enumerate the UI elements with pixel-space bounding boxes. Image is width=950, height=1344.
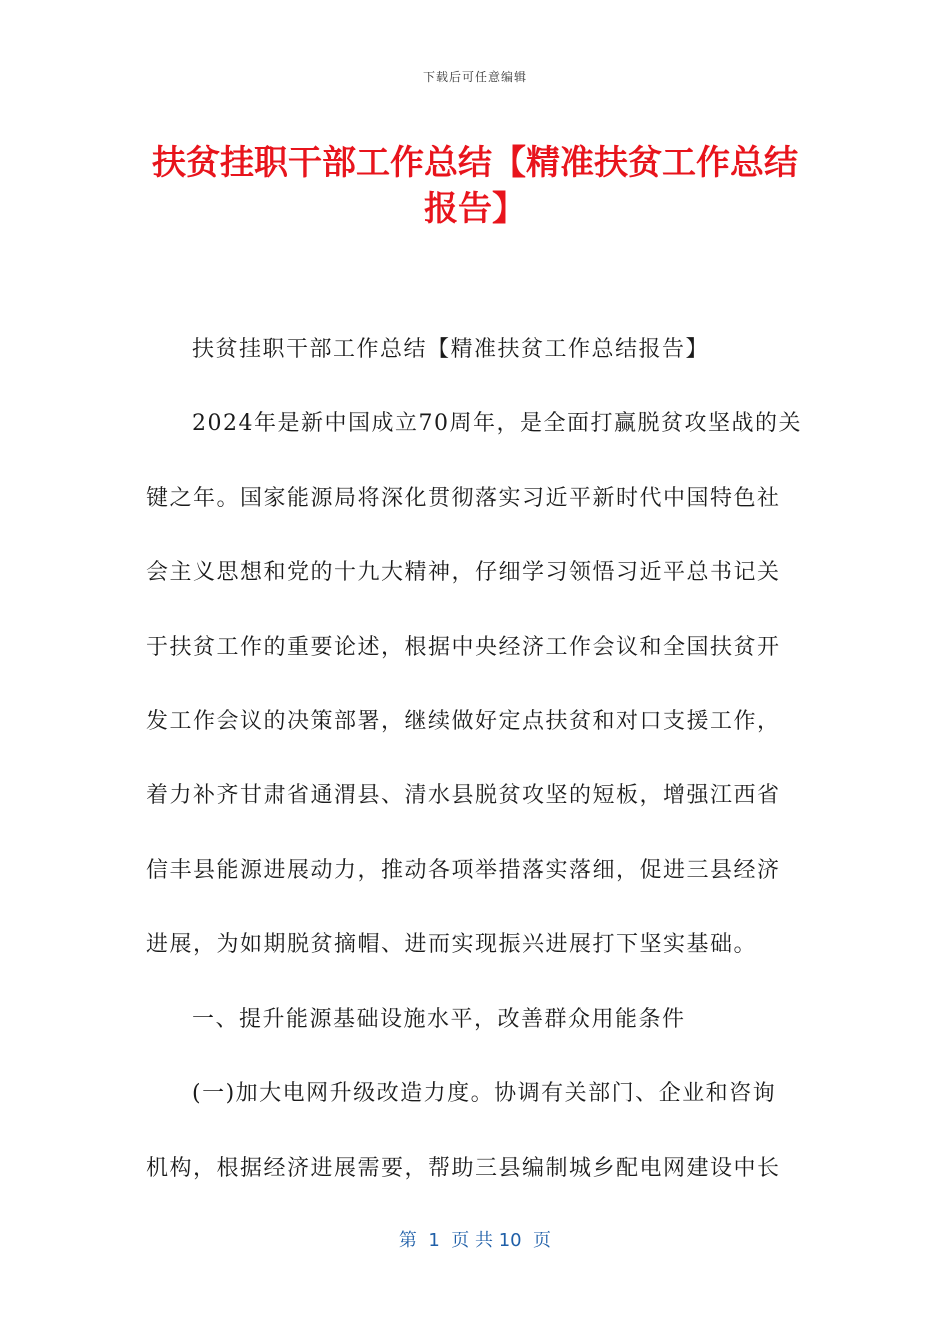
body-line: 信丰县能源进展动力，推动各项举措落实落细，促进三县经济 <box>146 858 781 883</box>
body-line: 进展，为如期脱贫摘帽、进而实现振兴进展打下坚实基础。 <box>146 932 758 957</box>
body-line: 机构，根据经济进展需要，帮助三县编制城乡配电网建设中长 <box>146 1156 781 1181</box>
page-footer: 第 1 页 共 10 页 <box>398 1230 552 1251</box>
body-line: 着力补齐甘肃省通渭县、清水县脱贫攻坚的短板，增强江西省 <box>146 783 781 808</box>
body-line: 扶贫挂职干部工作总结【精准扶贫工作总结报告】 <box>192 337 710 362</box>
body-line: 会主义思想和党的十九大精神，仔细学习领悟习近平总书记关 <box>146 560 781 585</box>
body-line: (一)加大电网升级改造力度。协调有关部门、企业和咨询 <box>192 1081 777 1106</box>
header-note: 下载后可任意编辑 <box>422 70 527 84</box>
body-line: 发工作会议的决策部署，继续做好定点扶贫和对口支援工作， <box>146 709 781 734</box>
body-line: 键之年。国家能源局将深化贯彻落实习近平新时代中国特色社 <box>146 486 781 511</box>
body-line: 于扶贫工作的重要论述，根据中央经济工作会议和全国扶贫开 <box>146 635 781 660</box>
section-heading: 一、提升能源基础设施水平，改善群众用能条件 <box>192 1007 686 1032</box>
body-line: 2024年是新中国成立70周年，是全面打赢脱贫攻坚战的关 <box>192 411 802 436</box>
document-title: 扶贫挂职干部工作总结【精准扶贫工作总结报告】 <box>152 143 798 229</box>
document-body <box>146 320 806 1200</box>
